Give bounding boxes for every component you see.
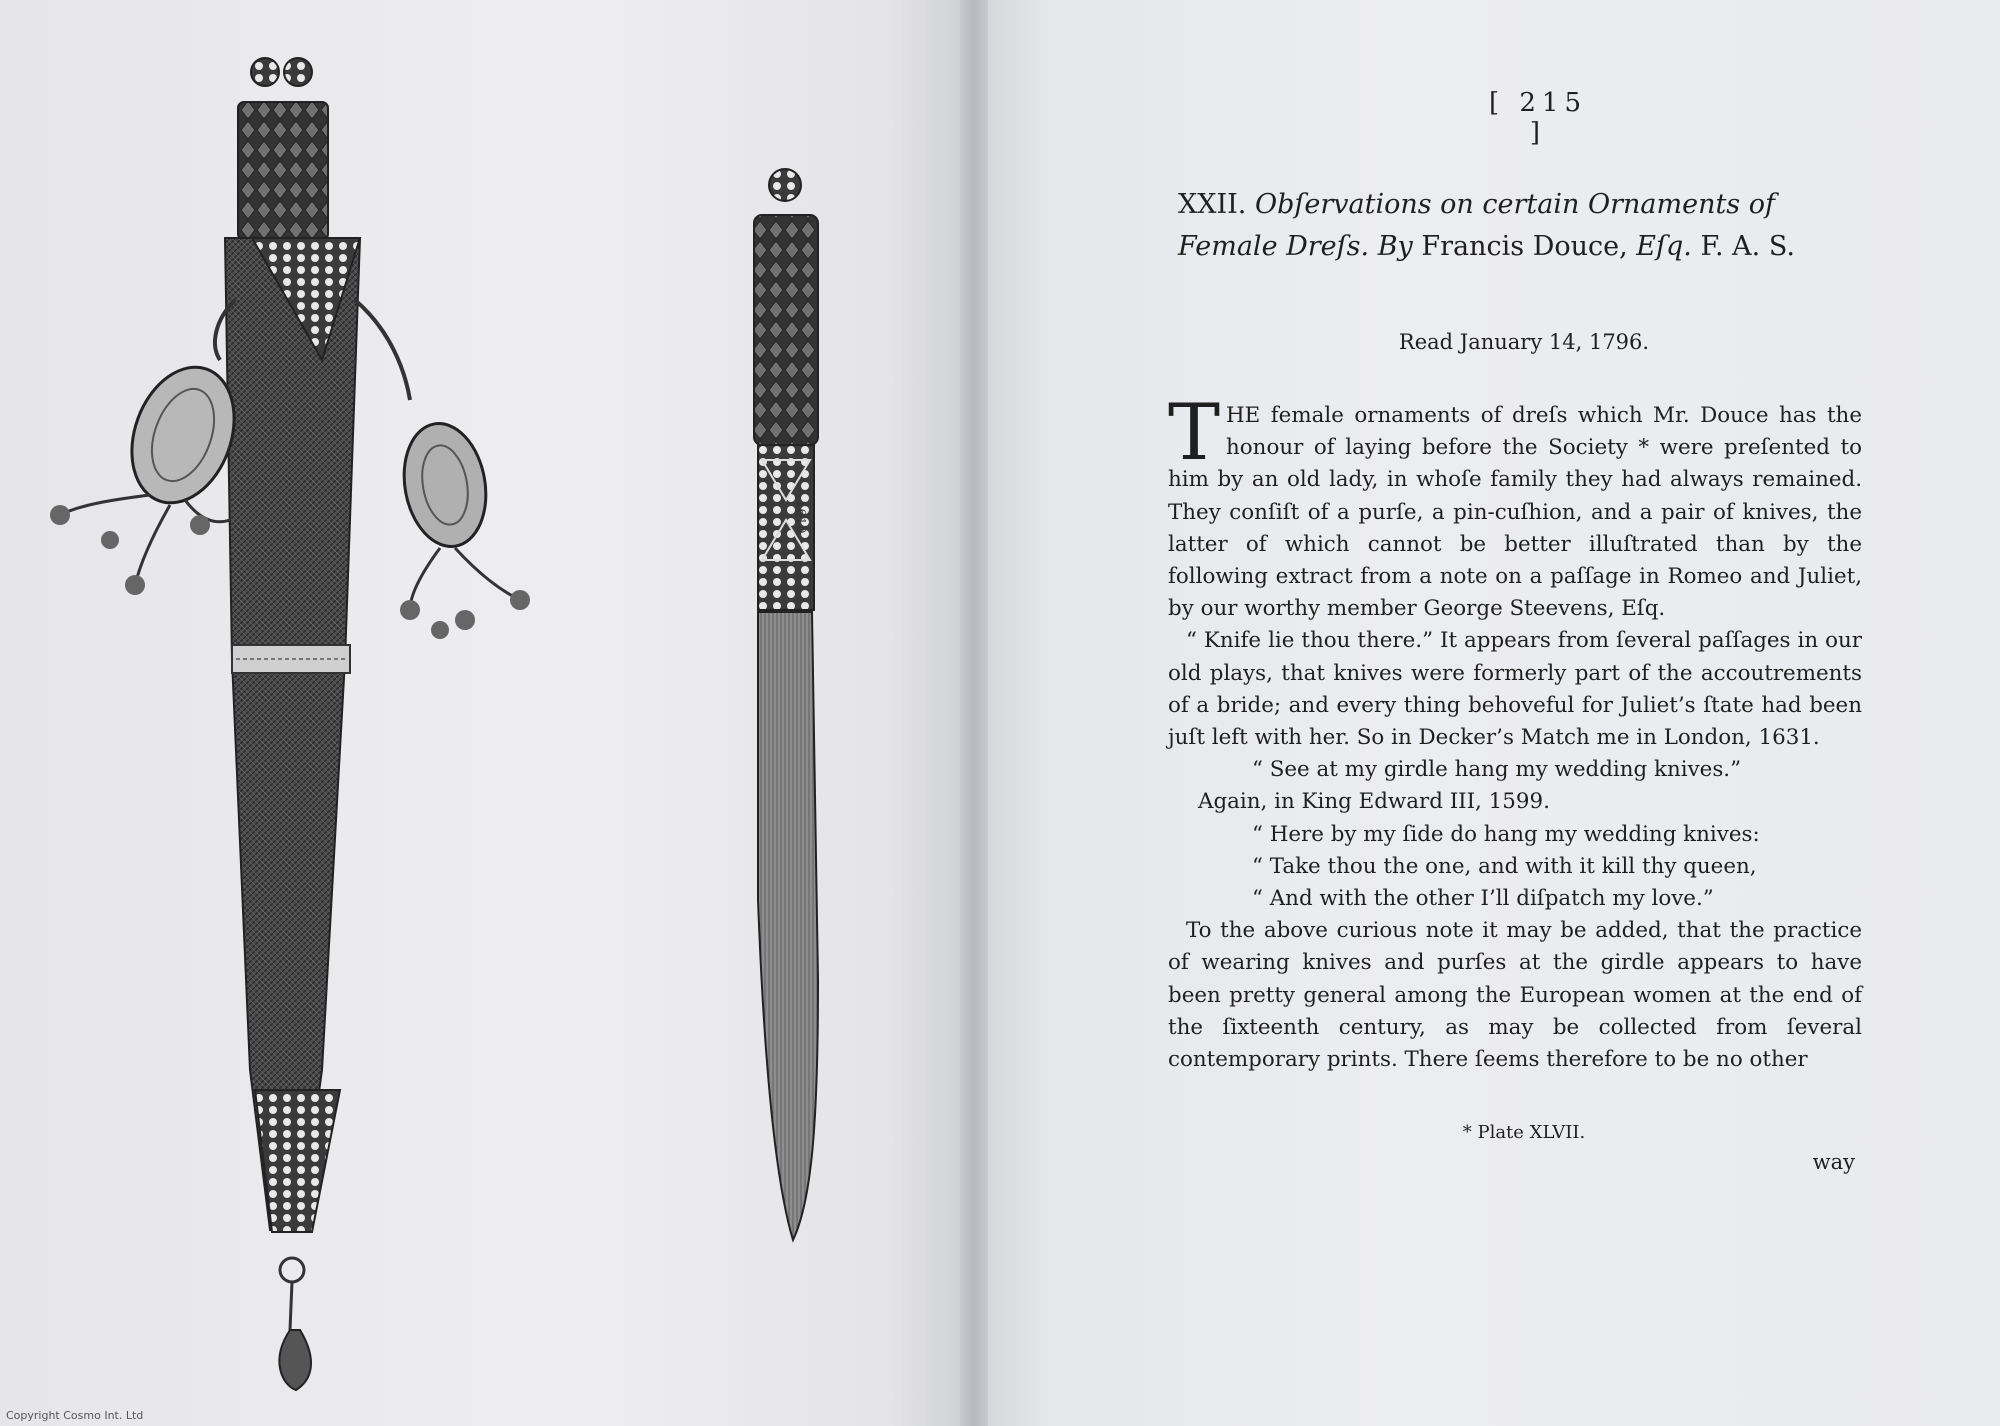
body-text [1168,388,1862,1076]
article-title [1178,184,1870,268]
title-by: By [1377,231,1413,262]
sheath-finial [251,58,312,86]
quote-line-1: “ See at my girdle hang my wedding knives.” [1252,757,1742,783]
page-number: [ 215 ] [1488,88,1588,148]
engraving-plate [0,0,968,1426]
knife-date-label: 1610 [794,500,808,535]
author-name: Francis Douce, [1421,231,1628,262]
author-suffix: F. A. S. [1700,231,1795,262]
paragraph-1 [1168,388,1862,625]
quote-line-4: “ And with the other I’ll diſpatch my love.” [1252,886,1714,912]
sheath-band [232,645,350,673]
catchword: way [1812,1150,1855,1174]
copyright-notice: Copyright Cosmo Int. Ltd [6,1409,144,1422]
title-italic: Obſervations on certain Ornaments of Female Dreſs. [1178,189,1775,262]
again-line: Again, in King Edward III, 1599. [1198,789,1550,815]
knife [754,169,818,1240]
title-number: XXII. [1178,189,1247,220]
right-pendant [355,300,530,639]
paragraph-3: To the above curious note it may be added, that the practice of wearing knives and purſes at the girdle appears to have been pretty general among the European women at the end of the ſixteenth century, as may be collected from ſeveral contemporary prints. There ſeems therefore to be no other [1168,918,1862,1073]
quote-line-2: “ Here by my ſide do hang my wedding knives: [1252,821,1760,847]
paragraph-2: “ Knife lie thou there.” It appears from ſeveral paſſages in our old plays, that knives were formerly part of the accoutrements of a bride; and every thing behoveful for Juliet’s ſtate had been juſt left with her. So in Decker’s Match me in London, 1631. [1168,628,1862,751]
author-suffix-italic: Eſq. [1636,231,1692,262]
read-date: Read January 14, 1796. [1398,330,1650,354]
sheath-handle [238,102,328,240]
left-pendant [50,300,252,595]
drop-cap: T [1168,388,1221,478]
sheath-body [225,238,360,1230]
sheath-tassel [279,1330,311,1390]
quote-line-3: “ Take thou the one, and with it kill thy queen, [1252,853,1757,879]
paragraph-1-text: HE female ornaments of dreſs which Mr. Douce has the honour of laying before the Society * were preſented to him by an old lady, in whoſe family they had always remained. They conſiſt of a purſe, a pin-cuſhion, and a pair of knives, the latter of which cannot be better illuſtrated than by the following extract from a note on a paſſage in Romeo and Juliet, by our worthy member George Steevens, Eſq. [1168,403,1862,622]
footnote: * Plate XLVII. [1462,1122,1586,1143]
